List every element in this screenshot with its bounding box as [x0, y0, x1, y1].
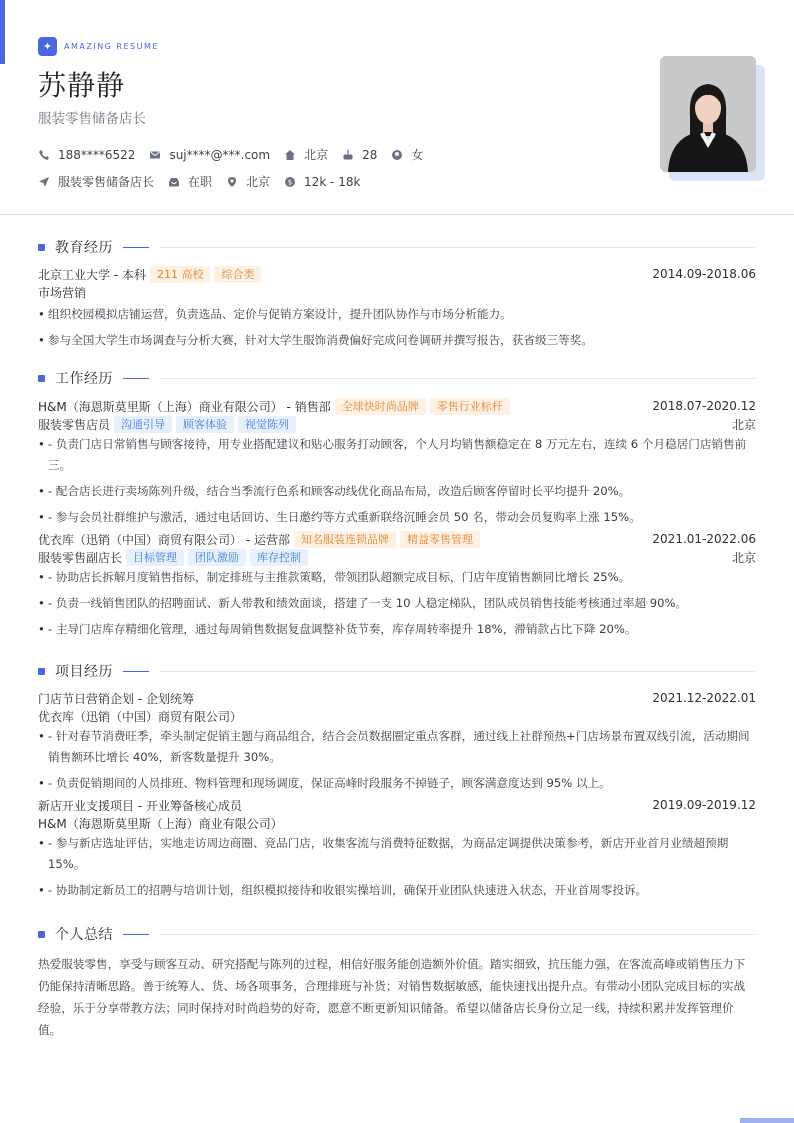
profile-photo: [660, 56, 756, 172]
salary-item: [284, 175, 360, 189]
date-range: 2019.09-2019.12: [652, 798, 756, 812]
list-item: • - 主导门店库存精细化管理，通过每周销售数据复盘调整补货节奏，库存周转率提升 18%，滞销款占比下降 20%。: [38, 619, 756, 640]
email-item: [149, 148, 270, 162]
tag: 211 高校: [150, 266, 211, 283]
bullet-list: [38, 726, 756, 794]
city-item: [284, 146, 328, 163]
section-header: [38, 661, 756, 681]
candidate-name: 苏静静: [38, 69, 126, 102]
phone-text: 188****6522: [58, 147, 136, 162]
entry-subheader: [38, 814, 756, 832]
bullet-list: [38, 434, 756, 528]
project-name: 新店开业支援项目 - 开业筹备核心成员: [38, 798, 242, 813]
section-header: [38, 368, 756, 388]
section-divider: [159, 934, 756, 935]
list-item: • - 协助店长拆解月度销售指标，制定排班与主推款策略，带领团队超额完成目标，门店年度销售额同比增长 25%。: [38, 567, 756, 588]
tag: 综合类: [214, 266, 261, 283]
home-icon: [284, 149, 296, 161]
section-header: [38, 237, 756, 257]
tag: 沟通引导: [114, 416, 172, 433]
tag: 团队激励: [188, 549, 246, 566]
location: 北京: [731, 417, 756, 432]
email-text: suj****@***.com: [169, 147, 271, 162]
work-entry: [38, 530, 756, 640]
role-heading: [38, 549, 308, 566]
entry-subheader: [38, 415, 756, 433]
section-header: [38, 924, 756, 944]
salary-text: 12k - 18k: [304, 174, 361, 189]
tag: 零售行业标杆: [430, 398, 510, 415]
tag: 目标管理: [126, 549, 184, 566]
date-range: 2014.09-2018.06: [652, 267, 756, 281]
school-name: 北京工业大学 - 本科: [38, 267, 146, 282]
section-divider: [159, 378, 756, 379]
location-pin-icon: [226, 176, 238, 188]
section-bullet: [38, 375, 45, 382]
status-item: [168, 173, 212, 190]
section-bullet: [38, 244, 45, 251]
contact-row: [38, 146, 437, 163]
gender-item: [391, 146, 423, 163]
entry-header: [38, 397, 756, 415]
entry-header: [38, 530, 756, 548]
role-name: 服装零售副店长: [38, 550, 123, 565]
projects-section: [38, 661, 756, 906]
svg-text:$: $: [287, 178, 293, 187]
section-bullet: [38, 931, 45, 938]
list-item: • - 参与会员社群维护与激活，通过电话回访、生日邀约等方式重新联络沉睡会员 50 名，带动会员复购率上涨 15%。: [38, 507, 756, 528]
target-role-text: 服装零售储备店长: [58, 175, 155, 189]
tag: 视觉陈列: [238, 416, 296, 433]
list-item: • - 协助制定新员工的招聘与培训计划，组织模拟接待和收银实操培训，确保开业团队快速进入状态，开业首周零投诉。: [38, 880, 756, 901]
company-name: H&M（海恩斯莫里斯（上海）商业有限公司） - 销售部: [38, 399, 331, 414]
section-title: 个人总结: [55, 927, 113, 943]
entry-heading: [38, 266, 261, 283]
tag: 顾客体验: [176, 416, 234, 433]
list-item: • 参与全国大学生市场调查与分析大赛，针对大学生服饰消费偏好完成问卷调研并撰写报告，获省级三等奖。: [38, 330, 756, 351]
bullet-list: [38, 304, 756, 351]
entry-subheader: [38, 283, 756, 301]
tag: 知名服装连锁品牌: [294, 531, 396, 548]
entry-subheader: [38, 707, 756, 725]
role-name: 服装零售店员: [38, 417, 111, 432]
portrait-illustration: [660, 56, 756, 172]
entry-heading: [38, 398, 510, 415]
project-entry: [38, 796, 756, 901]
project-company: H&M（海恩斯莫里斯（上海）商业有限公司）: [38, 816, 283, 831]
education-section: [38, 237, 756, 356]
age-text: 28: [362, 147, 378, 162]
phone-icon: [38, 149, 50, 161]
entry-subheader: [38, 548, 756, 566]
brand-text: AMAZING RESUME: [64, 42, 159, 51]
inbox-icon: [168, 176, 180, 188]
section-accent-line: [123, 247, 149, 248]
section-accent-line: [123, 378, 149, 379]
list-item: • - 负责一线销售团队的招聘面试、新人带教和绩效面谈，搭建了一支 10 人稳定梯队，团队成员销售技能考核通过率超 90%。: [38, 593, 756, 614]
section-divider: [159, 247, 756, 248]
sparkle-icon: ✦: [38, 37, 57, 56]
role-heading: [38, 416, 296, 433]
mail-icon: [149, 149, 161, 161]
section-accent-line: [123, 671, 149, 672]
tag: 库存控制: [250, 549, 308, 566]
bullet-list: [38, 567, 756, 640]
tag: 精益零售管理: [400, 531, 480, 548]
bullet-list: [38, 833, 756, 901]
bottom-accent-bar: [740, 1118, 794, 1123]
phone-item: [38, 148, 135, 162]
project-company: 优衣库（迅销（中国）商贸有限公司）: [38, 709, 243, 724]
education-entry: [38, 265, 756, 351]
list-item: • - 针对春节消费旺季，牵头制定促销主题与商品组合，结合会员数据圈定重点客群，通过线上社群预热+门店场景布置双线引流，活动期间销售额环比增长 40%，新客数量提升 30%。: [38, 726, 756, 768]
list-item: • - 负责促销期间的人员排班、物料管理和现场调度，保证高峰时段服务不掉链子，顾客满意度达到 95% 以上。: [38, 773, 756, 794]
list-item: • - 负责门店日常销售与顾客接待，用专业搭配建议和贴心服务打动顾客，个人月均销售额稳定在 8 万元左右，连续 6 个月稳居门店销售前三。: [38, 434, 756, 476]
section-title: 项目经历: [55, 664, 113, 680]
list-item: • - 参与新店选址评估，实地走访周边商圈、竞品门店，收集客流与消费特征数据，为商品定调提供决策参考，新店开业首月业绩超预期 15%。: [38, 833, 756, 875]
candidate-title: 服装零售储备店长: [38, 111, 146, 127]
work-entry: [38, 397, 756, 528]
list-item: • - 配合店长进行卖场陈列升级，结合当季流行色系和顾客动线优化商品布局，改造后顾客停留时长平均提升 20%。: [38, 481, 756, 502]
entry-header: [38, 796, 756, 814]
intent-row: [38, 173, 374, 190]
section-divider: [159, 671, 756, 672]
brand: [38, 37, 159, 56]
entry-header: [38, 265, 756, 283]
major: 市场营销: [38, 285, 87, 300]
project-name: 门店节日营销企划 - 企划统筹: [38, 691, 194, 706]
tag: 全球快时尚品牌: [335, 398, 426, 415]
summary-text: 热爱服装零售，享受与顾客互动、研究搭配与陈列的过程，相信好服务能创造额外价值。踏实细致，抗压能力强，在客流高峰或销售压力下仍能保持清晰思路。善于统筹人、货、场各项事务，合理排班与补货；对销售数据敏感，能快速找出提升点。有带动小团队完成目标的实战经验，乐于分享带教方法；同时保持对时尚趋势的好奇，愿意不断更新知识储备。希望以储备店长身份立足一线，持续积累并发挥管理价值。: [38, 957, 746, 1037]
age-item: [342, 148, 377, 162]
target-city-item: [226, 173, 270, 190]
entry-header: [38, 689, 756, 707]
date-range: 2021.01-2022.06: [652, 532, 756, 546]
company-name: 优衣库（迅销（中国）商贸有限公司） - 运营部: [38, 532, 290, 547]
summary-section: [38, 924, 756, 1041]
section-bullet: [38, 668, 45, 675]
section-title: 教育经历: [55, 240, 113, 256]
cake-icon: [342, 149, 354, 161]
target-city-text: 北京: [246, 175, 271, 189]
project-entry: [38, 689, 756, 794]
city-text: 北京: [304, 148, 329, 162]
section-title: 工作经历: [55, 371, 113, 387]
work-section: [38, 368, 756, 645]
list-item: • 组织校园模拟店铺运营，负责选品、定价与促销方案设计，提升团队协作与市场分析能力。: [38, 304, 756, 325]
date-range: 2021.12-2022.01: [652, 691, 756, 705]
send-icon: [38, 176, 50, 188]
gender-text: 女: [411, 148, 424, 162]
money-icon: [284, 176, 296, 188]
status-text: 在职: [188, 175, 213, 189]
section-accent-line: [123, 934, 149, 935]
target-role-item: [38, 173, 154, 190]
gender-icon: [391, 149, 403, 161]
date-range: 2018.07-2020.12: [652, 399, 756, 413]
entry-heading: [38, 531, 480, 548]
location: 北京: [731, 550, 756, 565]
resume-header: [0, 0, 794, 215]
